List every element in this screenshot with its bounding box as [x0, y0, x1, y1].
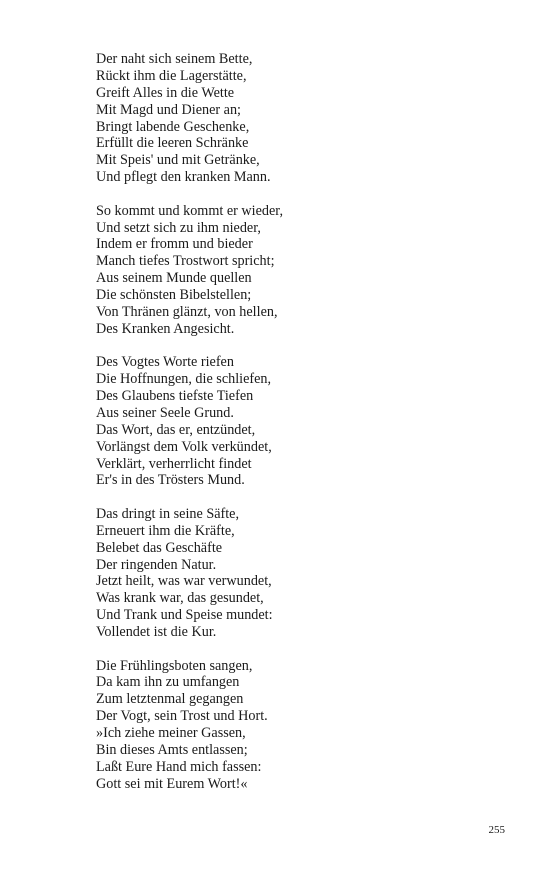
poem-line: Das dringt in seine Säfte,	[96, 505, 240, 522]
poem-line: Des Glaubens tiefste Tiefen	[96, 388, 254, 405]
stanza	[96, 51, 496, 186]
poem-line: Die schönsten Bibelstellen;	[96, 287, 252, 304]
poem-line: Indem er fromm und bieder	[96, 236, 253, 253]
poem-line: Erfüllt die leeren Schränke	[96, 135, 249, 152]
poem-line: Des Vogtes Worte riefen	[96, 354, 234, 371]
poem-line: Aus seiner Seele Grund.	[96, 404, 234, 421]
poem-line: Bin dieses Amts entlassen;	[96, 741, 248, 758]
poem-line: Das Wort, das er, entzündet,	[96, 421, 256, 438]
poem-line: Die Hoffnungen, die schliefen,	[96, 371, 272, 388]
poem-line: Bringt labende Geschenke,	[96, 118, 250, 135]
poem-line: So kommt und kommt er wieder,	[96, 202, 284, 219]
poem-line: Mit Speis' und mit Getränke,	[96, 152, 260, 169]
poem-line: Und pflegt den kranken Mann.	[96, 169, 271, 186]
poem-line: Von Thränen glänzt, von hellen,	[96, 303, 278, 320]
poem	[96, 51, 496, 809]
poem-line: Greift Alles in die Wette	[96, 84, 235, 101]
poem-line: Laßt Eure Hand mich fassen:	[96, 758, 262, 775]
poem-line: Verklärt, verherrlicht findet	[96, 455, 252, 472]
poem-line: Mit Magd und Diener an;	[96, 101, 241, 118]
poem-line: »Ich ziehe meiner Gassen,	[96, 725, 246, 742]
poem-line: Der Vogt, sein Trost und Hort.	[96, 708, 268, 725]
poem-line: Rückt ihm die Lagerstätte,	[96, 67, 247, 84]
poem-line: Der naht sich seinem Bette,	[96, 51, 253, 67]
poem-line: Er's in des Trösters Mund.	[96, 472, 245, 489]
stanza	[96, 203, 496, 338]
poem-line: Zum letztenmal gegangen	[96, 691, 244, 708]
poem-line: Des Kranken Angesicht.	[96, 320, 235, 337]
poem-line: Vollendet ist die Kur.	[96, 624, 217, 641]
poem-line: Der ringenden Natur.	[96, 556, 217, 573]
poem-line: Jetzt heilt, was war verwundet,	[96, 573, 272, 590]
stanza	[96, 506, 496, 641]
poem-line: Und setzt sich zu ihm nieder,	[96, 219, 261, 236]
poem-line: Da kam ihn zu umfangen	[96, 674, 240, 691]
poem-line: Was krank war, das gesundet,	[96, 590, 264, 607]
poem-line: Manch tiefes Trostwort spricht;	[96, 253, 275, 270]
stanza	[96, 658, 496, 793]
poem-line: Belebet das Geschäfte	[96, 539, 223, 556]
page-number: 255	[488, 824, 505, 836]
poem-line: Erneuert ihm die Kräfte,	[96, 522, 235, 539]
poem-line: Und Trank und Speise mundet:	[96, 607, 273, 624]
poem-line: Die Frühlingsboten sangen,	[96, 657, 253, 674]
poem-line: Vorlängst dem Volk verkündet,	[96, 438, 272, 455]
stanza	[96, 354, 496, 489]
poem-line: Gott sei mit Eurem Wort!«	[96, 775, 248, 792]
poem-line: Aus seinem Munde quellen	[96, 270, 252, 287]
